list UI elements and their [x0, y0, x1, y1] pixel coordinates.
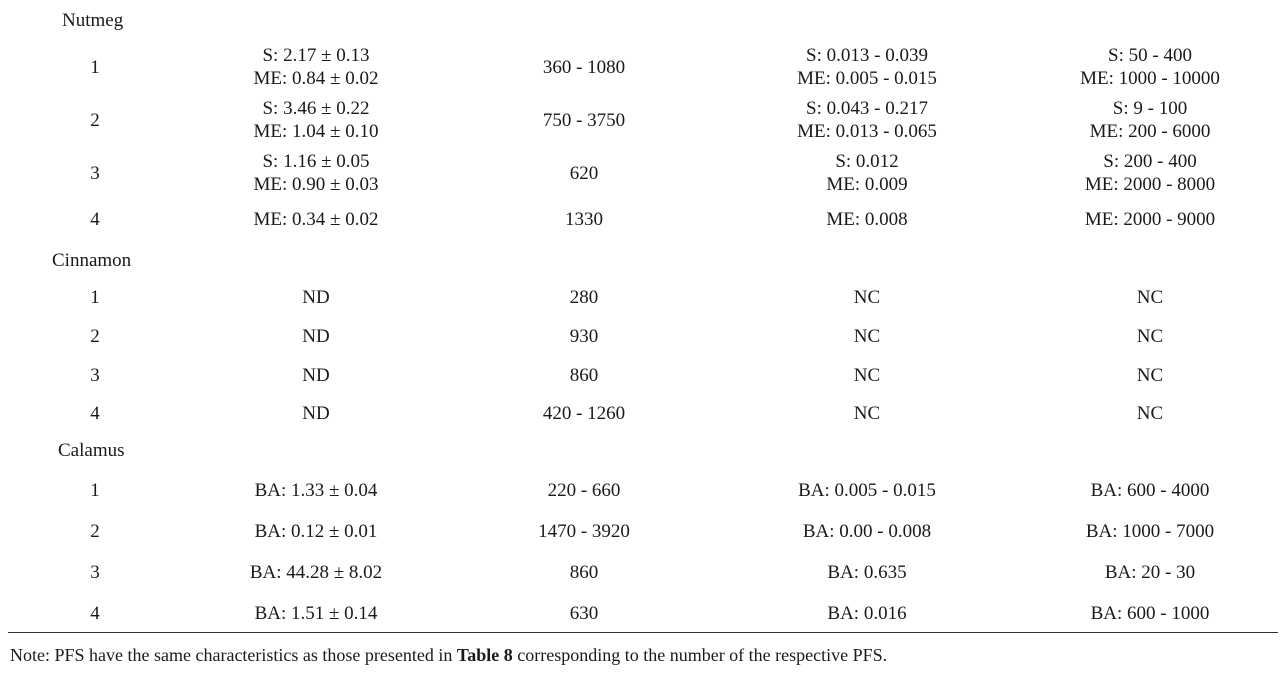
row-number: 3 [90, 365, 100, 386]
cell-line: BA: 600 - 4000 [1090, 480, 1210, 501]
cell-line: ME: 2000 - 9000 [1084, 209, 1216, 230]
table-cell-col3 [747, 208, 987, 231]
row-number: 2 [90, 326, 100, 347]
table-cell-col4 [1030, 364, 1270, 387]
cell-line: ME: 0.90 ± 0.03 [253, 174, 379, 195]
cell-line: BA: 0.016 [827, 603, 907, 624]
cell-line: S: 2.17 ± 0.13 [262, 45, 370, 66]
table-cell-col4 [1030, 325, 1270, 348]
table-cell-col2 [484, 561, 684, 584]
table-cell-col3 [747, 97, 987, 143]
cell-line: BA: 0.005 - 0.015 [798, 480, 936, 501]
cell-line: ME: 0.84 ± 0.02 [253, 68, 379, 89]
table-cell-col4 [1030, 602, 1270, 625]
cell-line: ME: 200 - 6000 [1089, 121, 1211, 142]
cell-line: BA: 0.00 - 0.008 [802, 521, 932, 542]
cell-line: NC [853, 326, 881, 347]
row-number: 3 [90, 162, 100, 184]
table-cell-col2 [484, 162, 684, 185]
table-bottom-rule [8, 632, 1278, 633]
table-cell-col3 [747, 286, 987, 309]
cell-line: NC [853, 365, 881, 386]
group-label: Cinnamon [52, 250, 132, 271]
cell-line: 620 [569, 162, 599, 184]
cell-line: 860 [569, 562, 599, 583]
cell-line: ME: 0.008 [826, 209, 908, 230]
note-table-ref: Table 8 [456, 645, 513, 665]
table-cell-col2 [484, 520, 684, 543]
cell-line: ND [302, 365, 330, 386]
cell-line: S: 200 - 400 [1103, 151, 1197, 172]
table-cell-col4 [1030, 44, 1270, 90]
table-cell-col4 [1030, 561, 1270, 584]
cell-line: 420 - 1260 [542, 403, 626, 424]
cell-line: BA: 44.28 ± 8.02 [249, 562, 383, 583]
cell-line: S: 1.16 ± 0.05 [262, 151, 370, 172]
table-cell-col2 [484, 56, 684, 79]
row-number: 1 [90, 480, 100, 501]
table-cell-col4 [1030, 208, 1270, 231]
cell-line: BA: 1000 - 7000 [1085, 521, 1215, 542]
table-cell-col1 [196, 364, 436, 387]
cell-line: NC [853, 403, 881, 424]
cell-line: 1330 [565, 209, 603, 230]
note-suffix: corresponding to the number of the respective PFS. [512, 645, 888, 665]
table-cell-col1 [196, 44, 436, 90]
cell-line: ME: 1000 - 10000 [1080, 68, 1220, 89]
cell-line: ME: 0.005 - 0.015 [797, 68, 937, 89]
cell-line: 750 - 3750 [542, 109, 626, 131]
cell-line: BA: 0.12 ± 0.01 [254, 521, 378, 542]
row-number: 4 [90, 403, 100, 424]
cell-line: ND [302, 287, 330, 308]
table-cell-col3 [747, 325, 987, 348]
table-cell-col1 [196, 286, 436, 309]
table-cell-col2 [484, 364, 684, 387]
row-number: 4 [90, 603, 100, 624]
table-cell-col1 [196, 479, 436, 502]
table-cell-col3 [747, 402, 987, 425]
cell-line: BA: 1.51 ± 0.14 [254, 603, 378, 624]
cell-line: NC [853, 287, 881, 308]
cell-line: ME: 2000 - 8000 [1084, 174, 1216, 195]
cell-line: NC [1136, 403, 1164, 424]
cell-line: ME: 1.04 ± 0.10 [253, 121, 379, 142]
cell-line: 360 - 1080 [542, 56, 626, 78]
cell-line: ND [302, 326, 330, 347]
cell-line: 1470 - 3920 [538, 521, 630, 542]
table-cell-col4 [1030, 479, 1270, 502]
cell-line: S: 0.012 [835, 151, 899, 172]
row-number: 1 [90, 287, 100, 308]
table-cell-col2 [484, 286, 684, 309]
cell-line: S: 3.46 ± 0.22 [262, 98, 370, 119]
table-cell-col3 [747, 479, 987, 502]
table-cell-col1 [196, 602, 436, 625]
row-number: 4 [90, 209, 100, 230]
row-number: 2 [90, 521, 100, 542]
table-cell-col3 [747, 602, 987, 625]
cell-line: NC [1136, 365, 1164, 386]
table-cell-col2 [484, 479, 684, 502]
cell-line: BA: 0.635 [827, 562, 907, 583]
table-cell-col4 [1030, 520, 1270, 543]
table-cell-col1 [196, 325, 436, 348]
table-cell-col2 [484, 602, 684, 625]
note-prefix: Note: PFS have the same characteristics as those presented in [10, 645, 457, 665]
table-cell-col4 [1030, 150, 1270, 196]
table-cell-col2 [484, 208, 684, 231]
table-cell-col2 [484, 109, 684, 132]
table-cell-col1 [196, 561, 436, 584]
table-cell-col1 [196, 520, 436, 543]
cell-line: ME: 0.34 ± 0.02 [253, 209, 379, 230]
table-cell-col4 [1030, 286, 1270, 309]
cell-line: S: 0.043 - 0.217 [806, 98, 928, 119]
table-cell-col1 [196, 208, 436, 231]
cell-line: 860 [569, 365, 599, 386]
cell-line: BA: 20 - 30 [1104, 562, 1196, 583]
cell-line: ME: 0.009 [826, 174, 908, 195]
cell-line: BA: 600 - 1000 [1090, 603, 1210, 624]
cell-line: 930 [569, 326, 599, 347]
cell-line: S: 0.013 - 0.039 [806, 45, 928, 66]
row-number: 1 [90, 56, 100, 78]
table-cell-col1 [196, 402, 436, 425]
row-number: 3 [90, 562, 100, 583]
cell-line: NC [1136, 326, 1164, 347]
cell-line: S: 50 - 400 [1108, 45, 1192, 66]
cell-line: NC [1136, 287, 1164, 308]
group-label: Nutmeg [62, 10, 124, 31]
cell-line: 630 [569, 603, 599, 624]
table-cell-col2 [484, 402, 684, 425]
table-cell-col4 [1030, 97, 1270, 143]
table-cell-col2 [484, 325, 684, 348]
table-cell-col3 [747, 150, 987, 196]
table-cell-col3 [747, 44, 987, 90]
group-label: Calamus [58, 440, 125, 461]
table-cell-col1 [196, 150, 436, 196]
row-number: 2 [90, 109, 100, 131]
table-cell-col3 [747, 364, 987, 387]
cell-line: ME: 0.013 - 0.065 [797, 121, 937, 142]
table-cell-col1 [196, 97, 436, 143]
cell-line: 220 - 660 [547, 480, 621, 501]
table-cell-col3 [747, 561, 987, 584]
table-cell-col3 [747, 520, 987, 543]
cell-line: BA: 1.33 ± 0.04 [254, 480, 378, 501]
cell-line: S: 9 - 100 [1112, 98, 1188, 119]
table-note [10, 645, 887, 666]
table-cell-col4 [1030, 402, 1270, 425]
cell-line: ND [302, 403, 330, 424]
cell-line: 280 [569, 287, 599, 308]
